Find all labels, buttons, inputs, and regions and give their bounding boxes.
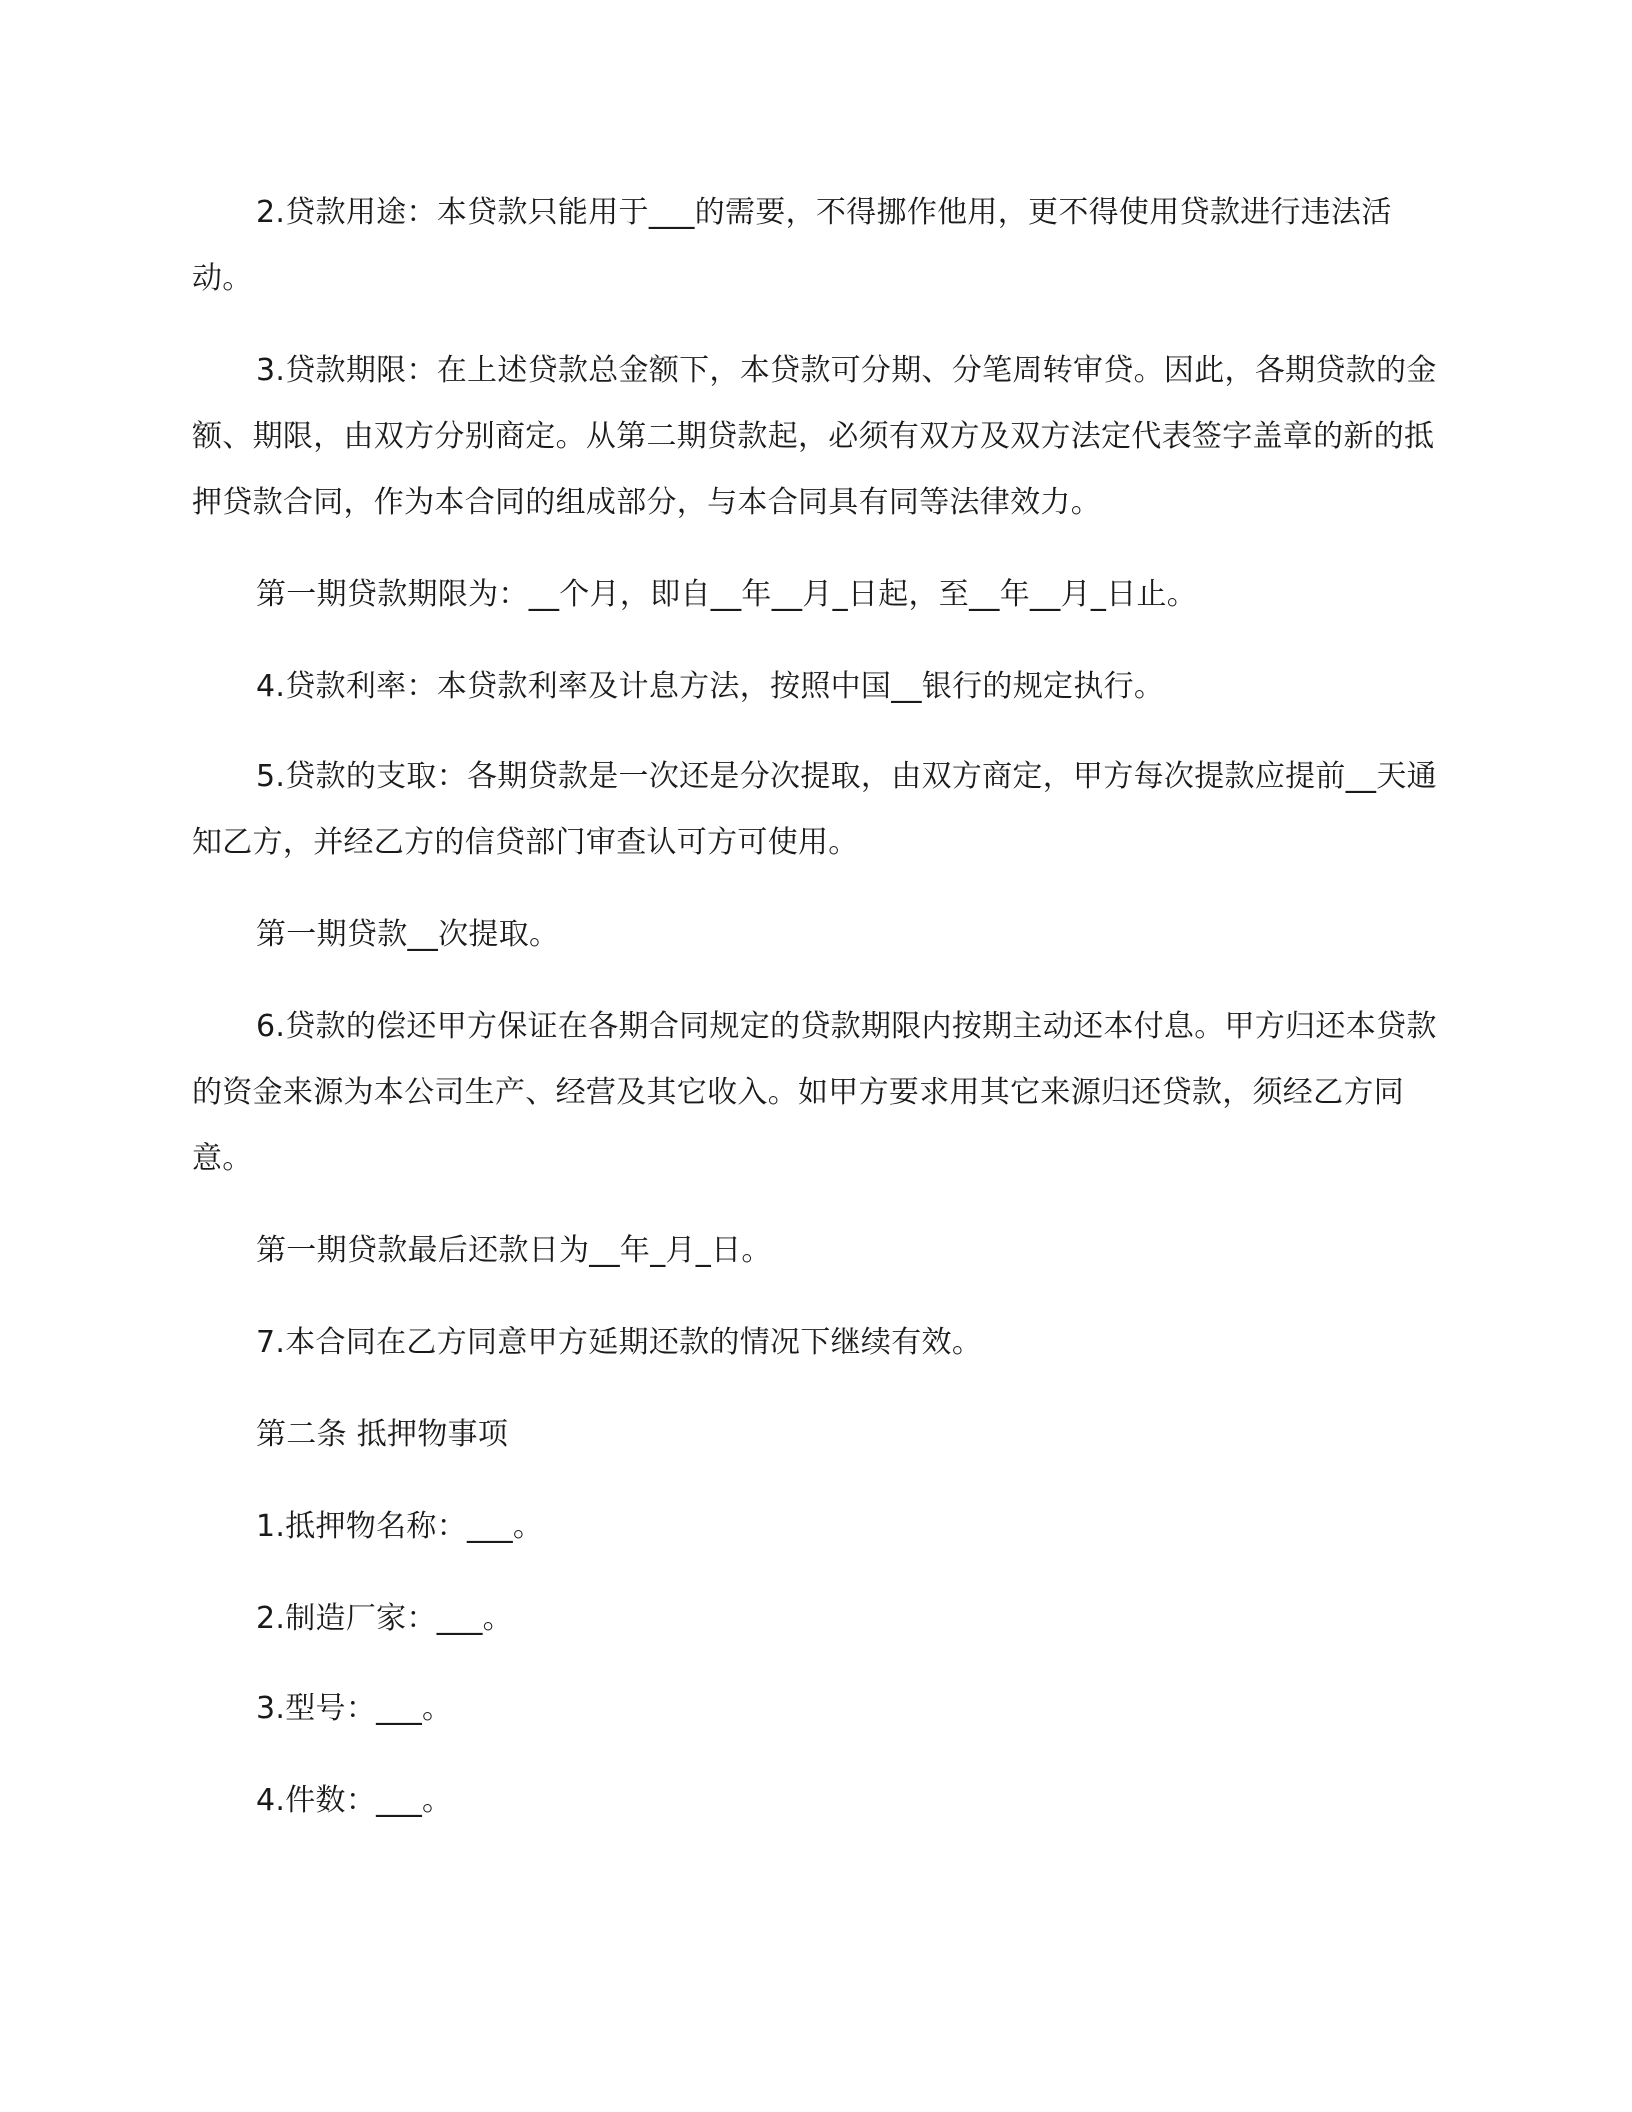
paragraph-first-term: 第一期贷款期限为：__个月，即自__年__月_日起，至__年__月_日止。 xyxy=(256,577,1198,612)
paragraph-final-repayment-date: 第一期贷款最后还款日为__年_月_日。 xyxy=(256,1233,772,1268)
paragraph-extension: 7.本合同在乙方同意甲方延期还款的情况下继续有效。 xyxy=(256,1325,983,1360)
paragraph-loan-purpose: 2.贷款用途：本贷款只能用于___的需要，不得挪作他用，更不得使用贷款进行违法活动。 xyxy=(192,195,1392,296)
paragraph-loan-withdrawal: 5.贷款的支取：各期贷款是一次还是分次提取，由双方商定，甲方每次提款应提前__天通知乙方，并经乙方的信贷部门审查认可方可使用。 xyxy=(192,759,1437,860)
paragraph-repayment: 6.贷款的偿还甲方保证在各期合同规定的贷款期限内按期主动还本付息。甲方归还本贷款的资金来源为本公司生产、经营及其它收入。如甲方要求用其它来源归还贷款，须经乙方同意。 xyxy=(192,1009,1437,1176)
paragraph-interest-rate: 4.贷款利率：本贷款利率及计息方法，按照中国__银行的规定执行。 xyxy=(256,669,1165,704)
paragraph-model: 3.型号：___。 xyxy=(256,1691,453,1726)
paragraph-first-withdrawal: 第一期贷款__次提取。 xyxy=(256,917,560,952)
paragraph-manufacturer: 2.制造厂家：___。 xyxy=(256,1601,513,1636)
paragraph-loan-term: 3.贷款期限：在上述贷款总金额下，本贷款可分期、分笔周转审贷。因此，各期贷款的金额、期限，由双方分别商定。从第二期贷款起，必须有双方及双方法定代表签字盖章的新的抵押贷款合同，作为本合同的组成部分，与本合同具有同等法律效力。 xyxy=(192,353,1437,520)
section-heading-collateral: 第二条 抵押物事项 xyxy=(256,1417,509,1452)
paragraph-collateral-name: 1.抵押物名称：___。 xyxy=(256,1509,544,1544)
paragraph-quantity: 4.件数：___。 xyxy=(256,1783,453,1818)
